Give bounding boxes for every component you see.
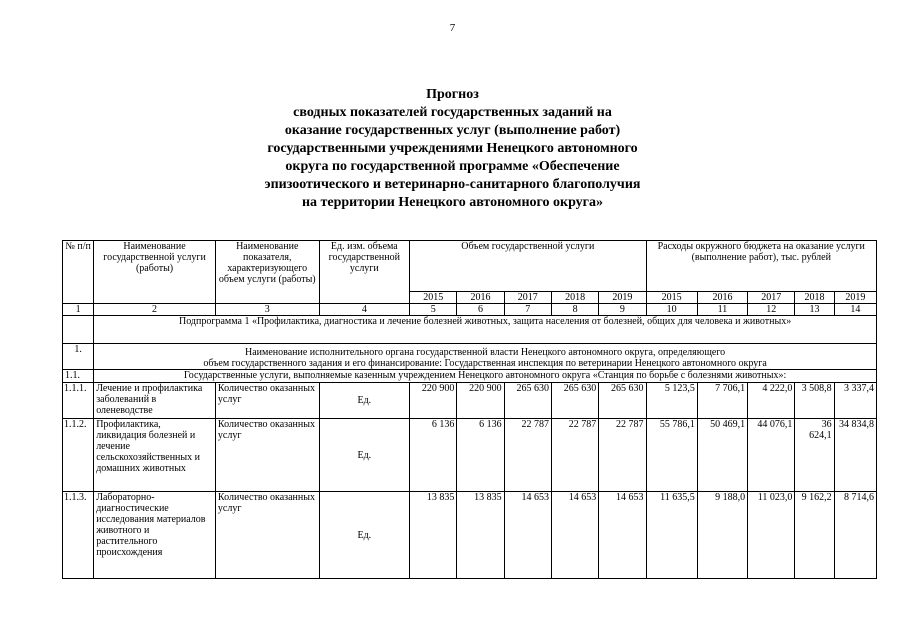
title-line: оказание государственных услуг (выполнение работ) xyxy=(284,123,621,138)
expense-cell: 5 123,5 xyxy=(646,383,697,419)
year-header: 2018 xyxy=(795,292,834,304)
row-unit: Ед. xyxy=(319,383,410,419)
table-row xyxy=(63,419,877,492)
empty-cell xyxy=(63,316,94,344)
title-line: эпизоотического и ветеринарно-санитарного благополучия xyxy=(264,177,641,192)
year-header: 2019 xyxy=(834,292,876,304)
expense-cell: 11 635,5 xyxy=(646,492,697,579)
row-num: 1.1.3. xyxy=(63,492,94,579)
table-row xyxy=(63,492,877,579)
row-indicator: Количество оказанных услуг xyxy=(215,383,319,419)
title-line: на территории Ненецкого автономного округа» xyxy=(301,195,604,210)
column-number: 5 xyxy=(410,304,457,316)
section-line: объем государственного задания и его финансирование: Государственная инспекция по ветеринарии Ненецкого автономного округа xyxy=(203,358,767,369)
expense-cell: 44 076,1 xyxy=(748,419,795,492)
indicators-table xyxy=(62,240,877,579)
subsection-num: 1.1. xyxy=(63,370,94,383)
row-indicator: Количество оказанных услуг xyxy=(215,419,319,492)
expense-cell: 9 188,0 xyxy=(697,492,747,579)
section-line: Наименование исполнительного органа государственной власти Ненецкого автономного округа, определяющего xyxy=(244,347,726,358)
subsection-title: Государственные услуги, выполняемые казенным учреждением Ненецкого автономного округа «Станция по борьбе с болезнями животных»: xyxy=(94,370,877,383)
volume-cell: 6 136 xyxy=(410,419,457,492)
year-header: 2019 xyxy=(599,292,646,304)
expense-cell: 36 624,1 xyxy=(795,419,834,492)
row-indicator: Количество оказанных услуг xyxy=(215,492,319,579)
row-num: 1.1.1. xyxy=(63,383,94,419)
expense-cell: 9 162,2 xyxy=(795,492,834,579)
header-expenses: Расходы окружного бюджета на оказание услуги (выполнение работ), тыс. рублей xyxy=(646,241,876,292)
page-number: 7 xyxy=(449,22,456,34)
row-unit: Ед. xyxy=(319,492,410,579)
column-number: 2 xyxy=(94,304,216,316)
volume-cell: 220 900 xyxy=(410,383,457,419)
title-line: государственными учреждениями Ненецкого автономного xyxy=(267,141,638,156)
volume-cell: 22 787 xyxy=(504,419,551,492)
section-num: 1. xyxy=(63,344,94,370)
table-row xyxy=(63,383,877,419)
expense-cell: 3 337,4 xyxy=(834,383,876,419)
column-number: 9 xyxy=(599,304,646,316)
volume-cell: 14 653 xyxy=(599,492,646,579)
year-header: 2017 xyxy=(748,292,795,304)
column-number: 7 xyxy=(504,304,551,316)
header-volume: Объем государственной услуги xyxy=(410,241,646,292)
column-number: 12 xyxy=(748,304,795,316)
section-title xyxy=(94,344,877,370)
header-num: № п/п xyxy=(63,241,94,304)
year-header: 2016 xyxy=(697,292,747,304)
volume-cell: 13 835 xyxy=(410,492,457,579)
column-number: 10 xyxy=(646,304,697,316)
row-num: 1.1.2. xyxy=(63,419,94,492)
column-number: 14 xyxy=(834,304,876,316)
column-number: 3 xyxy=(215,304,319,316)
volume-cell: 265 630 xyxy=(551,383,598,419)
expense-cell: 7 706,1 xyxy=(697,383,747,419)
volume-cell: 14 653 xyxy=(551,492,598,579)
document-title xyxy=(0,86,905,212)
title-line: сводных показателей государственных заданий на xyxy=(293,105,612,120)
header-service-name: Наименование государственной услуги (работы) xyxy=(94,241,216,304)
expense-cell: 34 834,8 xyxy=(834,419,876,492)
column-number: 8 xyxy=(551,304,598,316)
year-header: 2018 xyxy=(551,292,598,304)
row-unit: Ед. xyxy=(319,419,410,492)
year-header: 2016 xyxy=(457,292,504,304)
row-service-name: Лабораторно-диагностические исследования материалов животного и растительного происхождения xyxy=(94,492,216,579)
volume-cell: 6 136 xyxy=(457,419,504,492)
column-number: 4 xyxy=(319,304,410,316)
expense-cell: 50 469,1 xyxy=(697,419,747,492)
volume-cell: 220 900 xyxy=(457,383,504,419)
header-indicator: Наименование показателя, характеризующего объем услуги (работы) xyxy=(215,241,319,304)
expense-cell: 55 786,1 xyxy=(646,419,697,492)
expense-cell: 3 508,8 xyxy=(795,383,834,419)
column-number: 13 xyxy=(795,304,834,316)
header-unit: Ед. изм. объема государственной услуги xyxy=(319,241,410,304)
column-number: 1 xyxy=(63,304,94,316)
volume-cell: 22 787 xyxy=(551,419,598,492)
row-service-name: Профилактика, ликвидация болезней и лечение сельскохозяйственных и домашних животных xyxy=(94,419,216,492)
expense-cell: 11 023,0 xyxy=(748,492,795,579)
column-number: 11 xyxy=(697,304,747,316)
title-line: Прогноз xyxy=(426,87,479,102)
year-header: 2015 xyxy=(646,292,697,304)
year-header: 2015 xyxy=(410,292,457,304)
year-header: 2017 xyxy=(504,292,551,304)
title-line: округа по государственной программе «Обеспечение xyxy=(285,159,620,174)
expense-cell: 8 714,6 xyxy=(834,492,876,579)
volume-cell: 14 653 xyxy=(504,492,551,579)
subprogram-title: Подпрограмма 1 «Профилактика, диагностика и лечение болезней животных, защита населения от болезней, общих для человека и животных» xyxy=(94,316,877,344)
volume-cell: 265 630 xyxy=(599,383,646,419)
volume-cell: 265 630 xyxy=(504,383,551,419)
expense-cell: 4 222,0 xyxy=(748,383,795,419)
volume-cell: 13 835 xyxy=(457,492,504,579)
volume-cell: 22 787 xyxy=(599,419,646,492)
row-service-name: Лечение и профилактика заболеваний в оленеводстве xyxy=(94,383,216,419)
column-number: 6 xyxy=(457,304,504,316)
